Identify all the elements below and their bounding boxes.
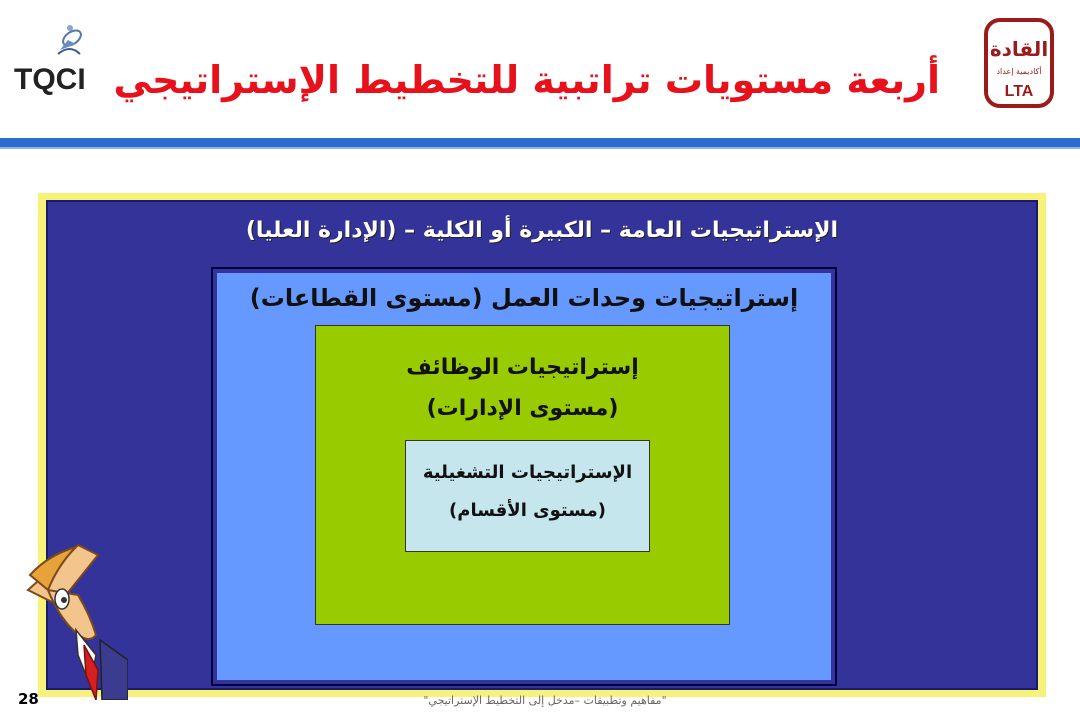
academy-logo [968, 14, 1068, 114]
footer-caption: "مفاهيم وتطبيقات –مدخل إلى التخطيط الإستراتيجي" [423, 694, 667, 707]
business-level-label: إستراتيجيات وحدات العمل (مستوى القطاعات) [249, 284, 799, 312]
header-divider [0, 138, 1080, 147]
tqci-logo [10, 14, 120, 104]
functional-level-subtitle: (مستوى الإدارات) [426, 396, 619, 421]
functional-level-title: إستراتيجيات الوظائف [406, 355, 639, 380]
tqci-logo-text: TQCI [14, 63, 86, 96]
operational-level-subtitle: (مستوى الأقسام) [449, 500, 606, 521]
academy-logo-sub: أكاديمية إعداد [996, 67, 1042, 76]
presenter-cartoon-icon [18, 535, 128, 700]
academy-logo-text: LTA [1004, 83, 1034, 100]
satellite-icon [58, 25, 84, 54]
operational-level-box [405, 440, 650, 552]
page-number: 28 [18, 690, 39, 708]
header-divider-light [0, 147, 1080, 149]
academy-logo-arabic: القادة [989, 37, 1049, 61]
operational-level-title: الإستراتيجيات التشغيلية [422, 462, 633, 483]
page-title: أربعة مستويات تراتبية للتخطيط الإستراتيجي [113, 58, 940, 102]
corporate-level-label: الإستراتيجيات العامة – الكبيرة أو الكلية – (الإدارة العليا) [245, 218, 839, 243]
